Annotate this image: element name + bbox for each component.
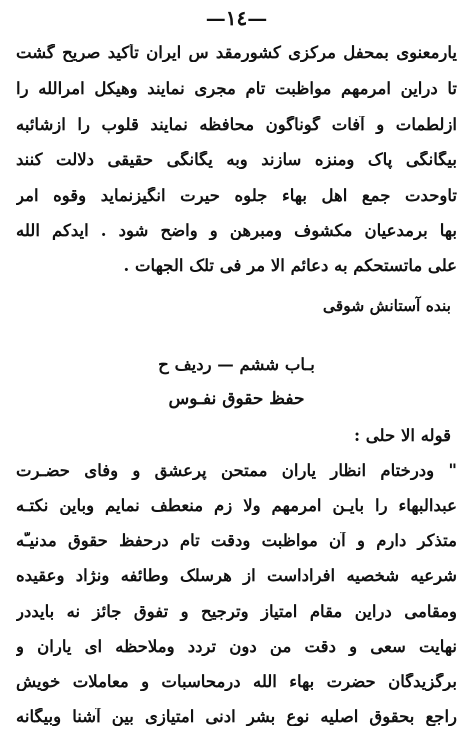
quote-line: ومقامی دراین مقام امتیاز وترجیح و تفوق جائز نه بایددر — [16, 603, 457, 621]
paragraph-line: ازلطمات و آفات گوناگون محافظه نمایند قلوب را ازشائبه — [16, 116, 457, 134]
chapter-heading: بـاب ششم — ردیف ح — [158, 355, 315, 374]
quote-line: برگزیدگان حضرت بهاء الله درمحاسبات و معاملات خویش — [16, 673, 457, 691]
paragraph-line: بها برمدعیان مکشوف ومبرهن و واضح شود . ایدکم الله — [16, 222, 457, 240]
section-title: حفظ حقوق نفـوس — [168, 389, 305, 409]
quote-line: " ودرختام انظار یاران ممتحن پرعشق و وفای حضـرت — [16, 462, 457, 480]
paragraph-line: یارمعنوی بمحفل مرکزی کشورمقد س ایران تأکید صریح گشت — [16, 44, 457, 62]
paragraph-line: تا دراین امرمهم مواظبت تام مجری نمایند وهیکل امرالله را — [16, 80, 457, 98]
quote-line: نهایت سعی و دقت من دون تردد وملاحظه ای یاران و — [16, 638, 457, 656]
signature: بنده آستانش شوقی — [322, 296, 451, 315]
page-number: —١٤— — [205, 6, 268, 30]
paragraph-line: تاوحدت جمع اهل بهاء جلوه حیرت انگیزنماید وقوه امر — [16, 187, 457, 205]
quote-label: قوله الا حلی : — [353, 426, 451, 445]
quote-line: متذکر دارم و آن مواظبت ودقت تام درحفظ حقوق مدنیـّه — [16, 532, 457, 550]
paragraph-line: بیگانگی پاک ومنزه سازند وبه یگانگی حقیقی دلالت کنند — [16, 151, 457, 169]
quote-line: عبدالبهاء را بایـن امرمهم ولا زم منعطف نمایم وباین نکتـه — [16, 497, 457, 515]
paragraph-line: علی ماتستحکم به دعائم الا مر فی تلک الجهات . — [123, 257, 457, 275]
quote-line: شرعیه شخصیه افراداست از هرسلک وطائفه ونژاد وعقیده — [16, 567, 457, 585]
quote-line: راجع بحقوق اصلیه نوع بشر ادنی امتیازی بین آشنا وبیگانه — [16, 708, 457, 726]
